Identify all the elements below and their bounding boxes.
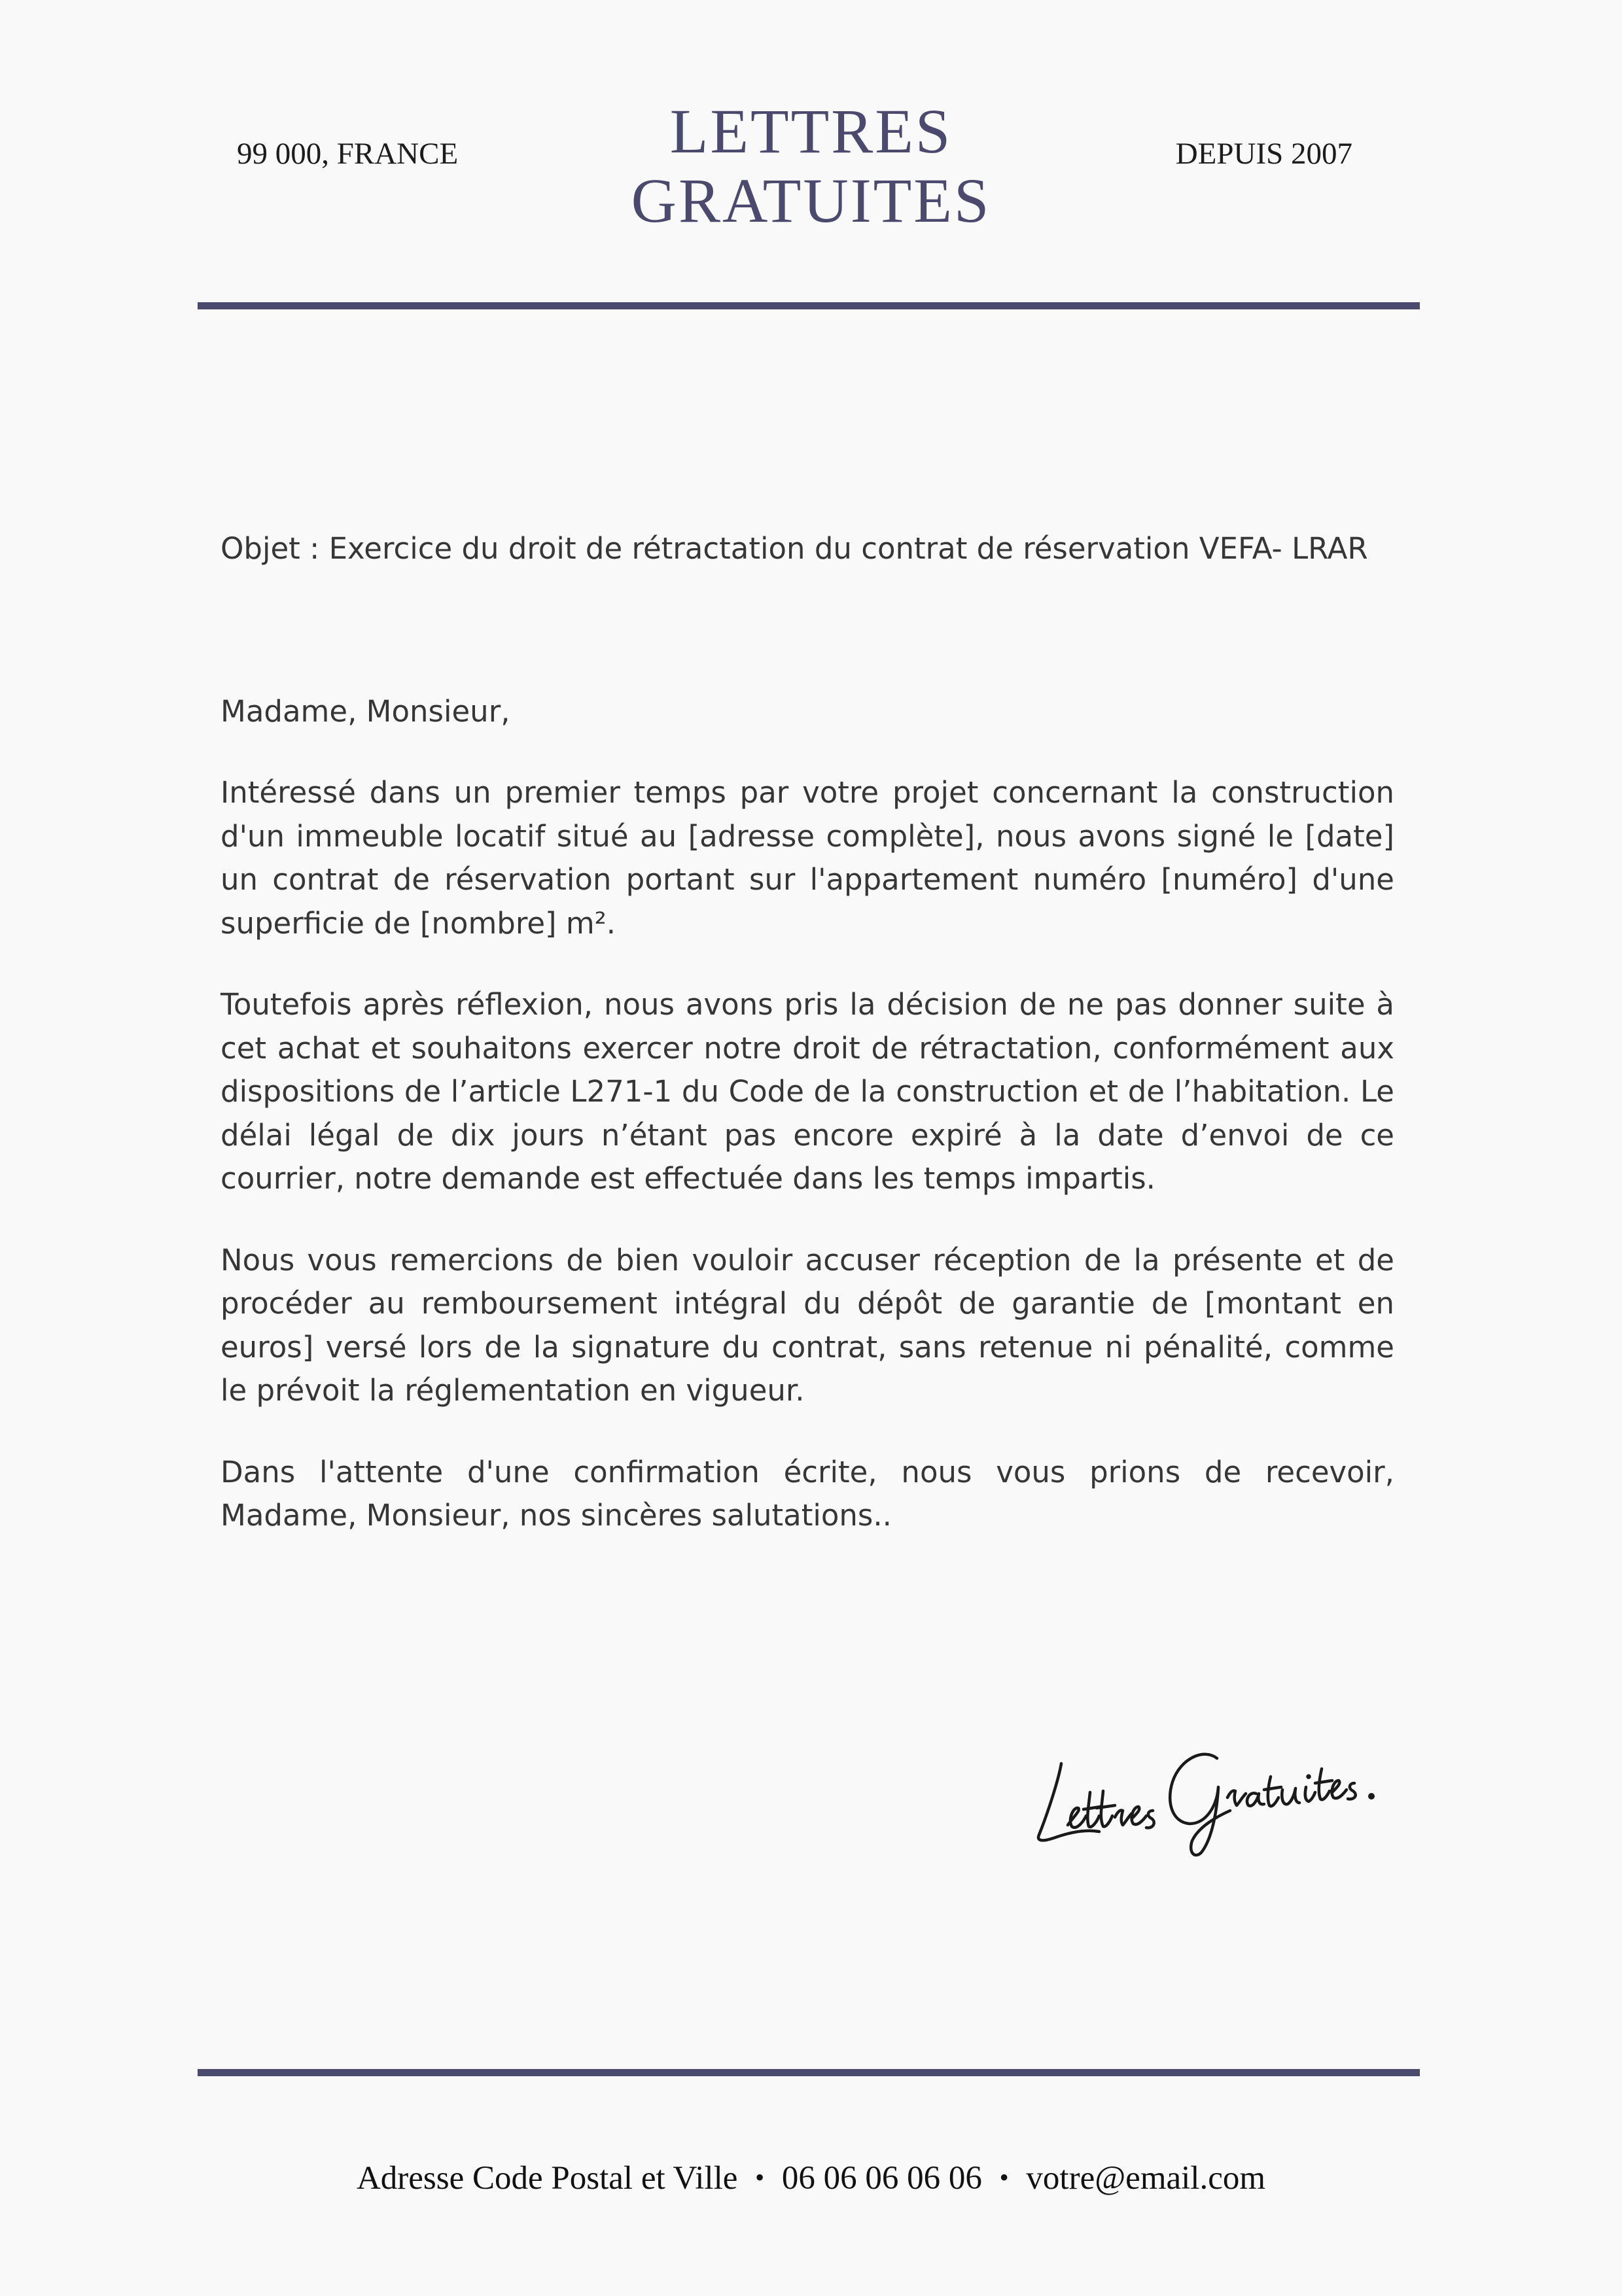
footer-contact xyxy=(0,2156,1622,2200)
bullet-separator: • xyxy=(755,2163,765,2192)
footer-address: Adresse Code Postal et Ville xyxy=(356,2160,738,2197)
header-since: DEPUIS 2007 xyxy=(1175,137,1352,171)
header-divider xyxy=(198,302,1420,309)
letter-paragraph: Toutefois après réflexion, nous avons pris la décision de ne pas donner suite à cet achat et souhaitons exercer notre droit de rétractation, conformément aux dispositions de l’article L271-1 du Code de la construction et de l’habitation. Le délai légal de dix jours n’étant pas encore expiré à la date d’envoi de ce courrier, notre demande est effectuée dans les temps impartis. xyxy=(220,987,1394,1196)
letter-body xyxy=(220,771,1394,1576)
footer-phone: 06 06 06 06 06 xyxy=(781,2160,982,2197)
header-location: 99 000, FRANCE xyxy=(237,137,459,171)
letter-paragraph: Intéressé dans un premier temps par votre projet concernant la construction d'un immeuble locatif situé au [adresse complète], nous avons signé le [date] un contrat de réservation portant sur l'appartement numéro [numéro] d'une superficie de [nombre] m². xyxy=(220,775,1394,941)
brand-title-line1: LETTRES xyxy=(669,96,953,166)
brand-title xyxy=(0,97,1622,235)
letter-greeting: Madame, Monsieur, xyxy=(220,694,510,729)
letter-paragraph: Dans l'attente d'une confirmation écrite, nous vous prions de recevoir, Madame, Monsieur, nos sincères salutations.. xyxy=(220,1454,1394,1533)
letter-subject: Objet : Exercice du droit de rétractation du contrat de réservation VEFA- LRAR xyxy=(220,531,1368,566)
footer-email: votre@email.com xyxy=(1026,2160,1266,2197)
bullet-separator: • xyxy=(999,2163,1009,2192)
handwritten-signature xyxy=(1008,1701,1387,1858)
brand-title-line2: GRATUITES xyxy=(631,165,991,235)
footer-divider xyxy=(198,2069,1420,2076)
letter-paragraph: Nous vous remercions de bien vouloir accuser réception de la présente et de procéder au remboursement intégral du dépôt de garantie de [montant en euros] versé lors de la signature du contrat, sans retenue ni pénalité, comme le prévoit la réglementation en vigueur. xyxy=(220,1242,1394,1408)
